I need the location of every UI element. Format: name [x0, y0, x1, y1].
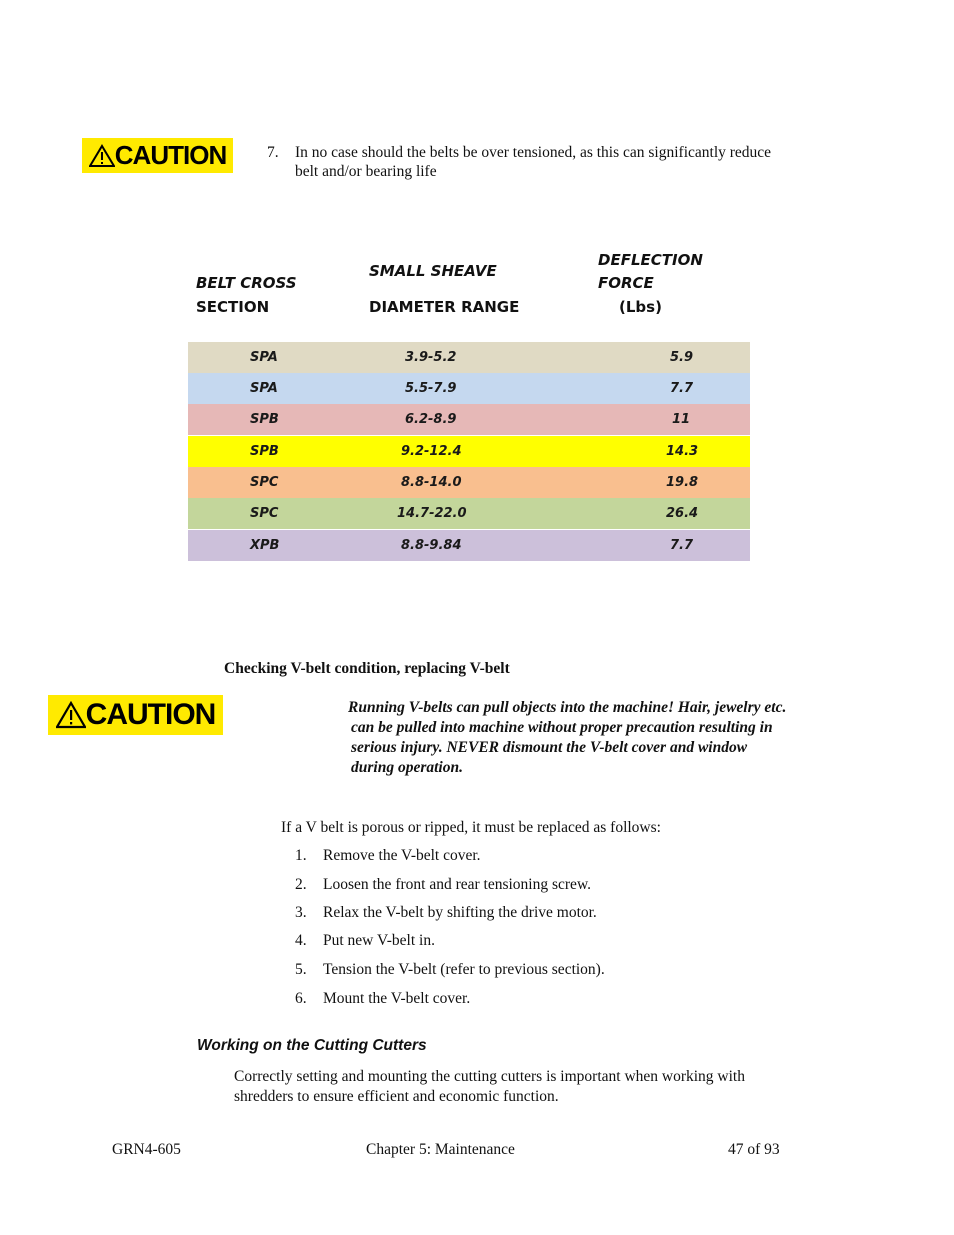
- warning-triangle-icon: [89, 144, 115, 168]
- warning-line3: serious injury. NEVER dismount the V-belt cover and window: [351, 739, 748, 756]
- table-row: [188, 436, 750, 467]
- table-row: [188, 467, 750, 498]
- note-number: 7.: [267, 144, 279, 161]
- cell-range: 8.8-9.84: [401, 538, 462, 553]
- note-text-line1: In no case should the belts be over tensioned, as this can significantly reduce: [295, 144, 772, 161]
- footer-doc-id: GRN4-605: [112, 1141, 181, 1158]
- cell-force: 14.3: [666, 444, 699, 459]
- header-belt-cross: BELT CROSS: [196, 274, 297, 292]
- footer-chapter: Chapter 5: Maintenance: [366, 1141, 515, 1158]
- caution-label: [82, 138, 233, 173]
- caution-text: CAUTION: [85, 698, 216, 731]
- list-item: 1. Remove the V-belt cover.: [295, 847, 481, 864]
- cell-section: XPB: [250, 538, 280, 553]
- header-lbs: (Lbs): [619, 298, 662, 316]
- section-title: Checking V-belt condition, replacing V-belt: [224, 660, 510, 677]
- cutters-text-line1: Correctly setting and mounting the cutting cutters is important when working with: [234, 1068, 745, 1085]
- list-item: 4. Put new V-belt in.: [295, 932, 435, 949]
- warning-triangle-icon: [56, 701, 86, 729]
- cell-force: 7.7: [670, 381, 694, 396]
- header-diameter-range: DIAMETER RANGE: [369, 298, 520, 316]
- list-item: 6. Mount the V-belt cover.: [295, 990, 471, 1007]
- header-small-sheave: SMALL SHEAVE: [369, 262, 497, 280]
- cell-force: 19.8: [666, 475, 699, 490]
- cell-force: 11: [672, 412, 691, 427]
- cell-section: SPC: [250, 506, 279, 521]
- cell-force: 26.4: [666, 506, 699, 521]
- table-row: [188, 530, 750, 561]
- cell-range: 9.2-12.4: [401, 444, 462, 459]
- table-row: [188, 498, 750, 529]
- caution-text: CAUTION: [114, 140, 227, 170]
- caution-label: [48, 695, 223, 735]
- note-text-line2: belt and/or bearing life: [295, 163, 437, 180]
- cell-section: SPB: [250, 412, 279, 427]
- table-row: [188, 373, 750, 404]
- cell-section: SPA: [250, 381, 278, 396]
- list-item: 2. Loosen the front and rear tensioning screw.: [295, 876, 592, 893]
- cell-section: SPB: [250, 444, 279, 459]
- cell-range: 5.5-7.9: [405, 381, 457, 396]
- header-section: SECTION: [196, 298, 270, 316]
- replace-intro: If a V belt is porous or ripped, it must be replaced as follows:: [281, 819, 661, 836]
- cutters-text-line2: shredders to ensure efficient and economic function.: [234, 1088, 559, 1105]
- cell-range: 3.9-5.2: [405, 350, 457, 365]
- cell-force: 7.7: [670, 538, 694, 553]
- list-item: 5. Tension the V-belt (refer to previous section).: [295, 961, 605, 978]
- header-force: FORCE: [598, 274, 654, 292]
- table-row: [188, 342, 750, 373]
- warning-line1: Running V-belts can pull objects into the machine! Hair, jewelry etc.: [348, 699, 787, 716]
- cutters-heading: Working on the Cutting Cutters: [197, 1037, 427, 1054]
- cell-section: SPA: [250, 350, 278, 365]
- warning-line4: during operation.: [351, 759, 463, 776]
- table-row: [188, 404, 750, 435]
- cell-section: SPC: [250, 475, 279, 490]
- cell-range: 6.2-8.9: [405, 412, 457, 427]
- list-item: 3. Relax the V-belt by shifting the drive motor.: [295, 904, 597, 921]
- cell-range: 14.7-22.0: [397, 506, 467, 521]
- warning-line2: can be pulled into machine without proper precaution resulting in: [351, 719, 773, 736]
- header-deflection: DEFLECTION: [598, 251, 703, 269]
- footer-page-number: 47 of 93: [728, 1141, 780, 1158]
- cell-range: 8.8-14.0: [401, 475, 462, 490]
- cell-force: 5.9: [670, 350, 694, 365]
